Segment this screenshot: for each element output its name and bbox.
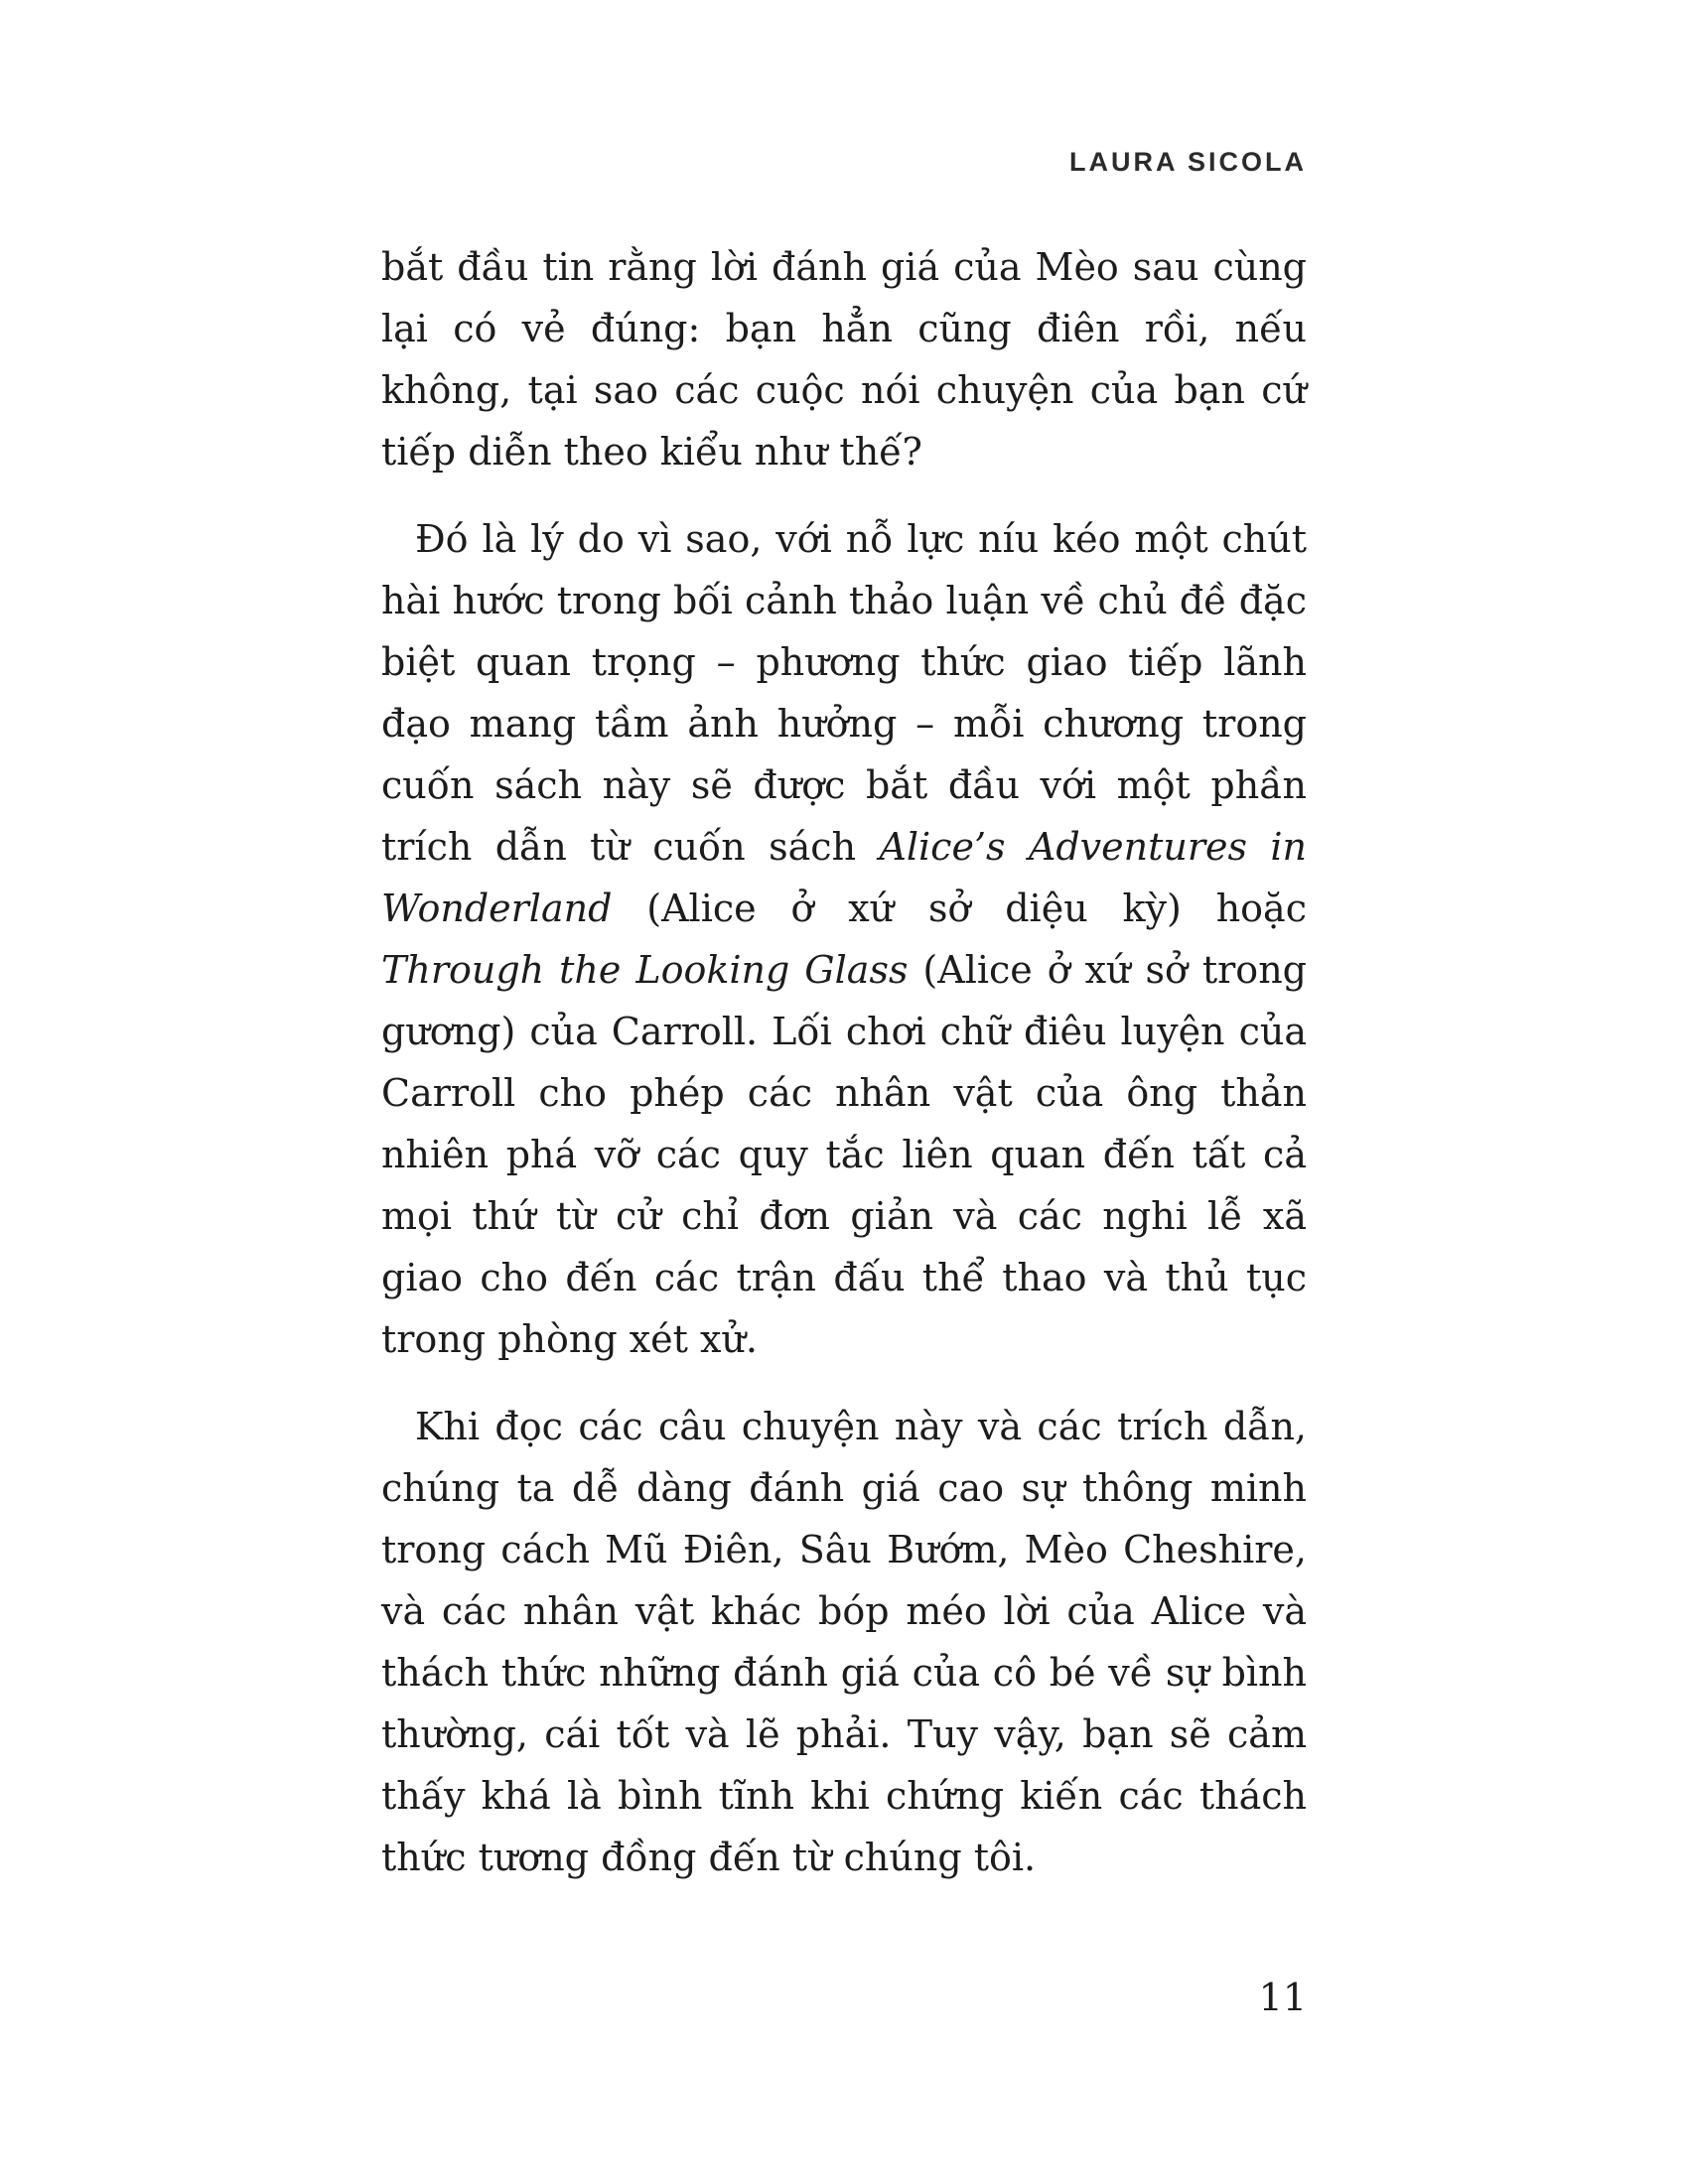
book-title-italic: Alice’s Adventures in Wonderland [381, 825, 1308, 930]
page-number: 11 [1258, 1976, 1307, 2019]
paragraph [381, 236, 1307, 482]
page-body [381, 236, 1307, 1888]
text-run: Khi đọc các câu chuyện này và các trích dẫn, chúng ta dễ dàng đánh giá cao sự thông minh trong cách Mũ Điên, Sâu Bướm, Mèo Cheshire, và các nhân vật khác bóp méo lời của Alice và thách thức những đánh giá của cô bé về sự bình thường, cái tốt và lẽ phải. Tuy vậy, bạn sẽ cảm thấy khá là bình tĩnh khi chứng kiến các thách thức tương đồng đến từ chúng tôi. [381, 1405, 1307, 1879]
text-run: bắt đầu tin rằng lời đánh giá của Mèo sau cùng lại có vẻ đúng: bạn hẳn cũng điên rồi, nếu không, tại sao các cuộc nói chuyện của bạn cứ tiếp diễn theo kiểu như thế? [381, 245, 1307, 474]
text-run: (Alice ở xứ sở trong gương) của Carroll. Lối chơi chữ điêu luyện của Carroll cho phép các nhân vật của ông thản nhiên phá vỡ các quy tắc liên quan đến tất cả mọi thứ từ cử chỉ đơn giản và các nghi lễ xã giao cho đến các trận đấu thể thao và thủ tục trong phòng xét xử. [381, 948, 1307, 1361]
text-run: (Alice ở xứ sở diệu kỳ) hoặc [612, 887, 1307, 930]
paragraph [381, 1396, 1307, 1888]
text-run: Đó là lý do vì sao, với nỗ lực níu kéo một chút hài hước trong bối cảnh thảo luận về chủ đề đặc biệt quan trọng – phương thức giao tiếp lãnh đạo mang tầm ảnh hưởng – mỗi chương trong cuốn sách này sẽ được bắt đầu với một phần trích dẫn từ cuốn sách [381, 517, 1307, 869]
paragraph [381, 508, 1307, 1370]
running-header: LAURA SICOLA [1069, 147, 1307, 177]
book-title-italic: Through the Looking Glass [381, 948, 909, 992]
